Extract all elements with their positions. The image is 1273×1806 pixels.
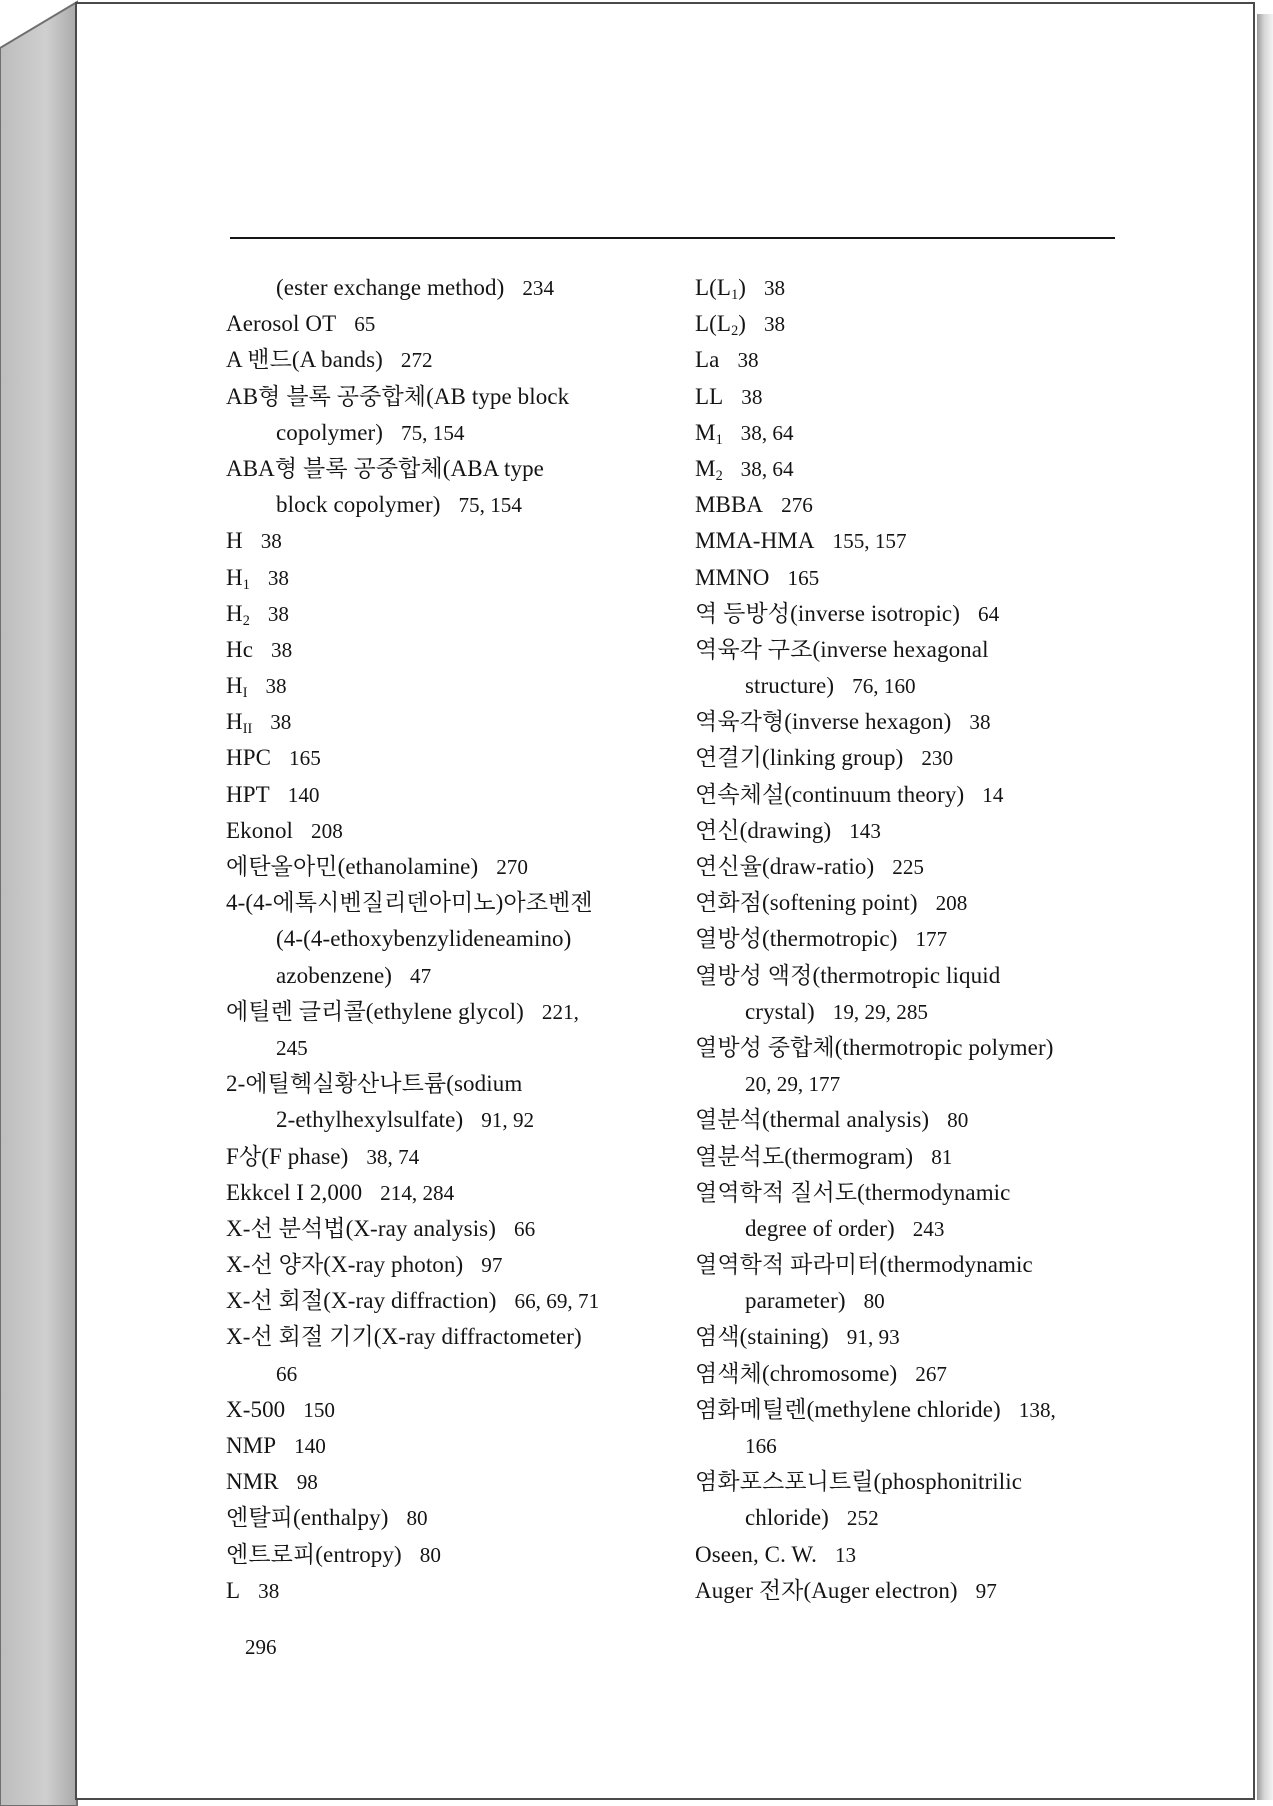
index-page-refs: 64 [977,601,1000,626]
index-page-refs: 270 [496,855,528,879]
index-line [226,740,676,776]
index-term: Hc [226,636,254,662]
index-term: La [695,347,720,373]
index-page-refs: 165 [289,746,321,771]
index-line [226,921,676,957]
index-page-refs: 38 [270,710,292,735]
index-term: 열방성 액정(thermotropic liquid [695,962,1001,988]
index-line [226,704,676,740]
index-page-refs: 80 [863,1289,885,1314]
index-line [695,668,1175,704]
index-line [695,1392,1175,1428]
index-term: L(L [695,311,732,337]
index-page-refs: 243 [912,1216,945,1241]
index-line [226,849,676,885]
index-page-refs: 66, 69, 71 [514,1289,600,1314]
index-term: NMP [226,1433,277,1458]
index-line [695,560,1175,596]
index-page-refs: 65 [354,312,376,337]
index-line [695,777,1175,813]
index-page-refs: 165 [787,565,820,590]
index-line [695,1319,1175,1355]
index-page-refs: 38 [267,601,289,626]
index-term: Oseen, C. W. [695,1541,817,1567]
index-term: 연신율(draw-ratio) [695,854,875,879]
index-term: copolymer) [276,419,384,445]
index-subscript: 2 [242,612,250,629]
index-page-refs: 234 [522,276,555,300]
index-line [695,921,1175,957]
index-page-refs: 76, 160 [852,674,916,699]
index-line [695,1030,1175,1066]
index-page-refs: 38 [265,674,287,699]
index-line [226,777,676,813]
index-page-refs: 38 [271,637,293,662]
index-line [226,306,676,342]
index-page-refs: 75, 154 [458,493,522,518]
index-page-refs: 98 [296,1470,318,1495]
index-term: 엔탈피(enthalpy) [226,1505,389,1531]
index-term: crystal) [745,998,815,1024]
index-line [695,1283,1175,1319]
index-term: X-선 회절(X-ray diffraction) [226,1288,497,1314]
index-term: 연결기(linking group) [695,745,904,771]
index-page-refs: 80 [406,1506,428,1531]
index-page-refs: 14 [982,782,1004,807]
index-line [226,1175,676,1211]
index-term: X-500 [226,1396,286,1422]
index-line [695,958,1175,994]
index-page-refs: 230 [921,746,954,771]
index-term: 염색(staining) [695,1324,829,1350]
index-page-refs: 97 [481,1253,503,1278]
index-line [226,270,676,306]
index-term: Aerosol OT [226,311,337,337]
index-page-refs: 138, [1018,1397,1056,1422]
index-line [695,1500,1175,1536]
index-line [226,885,676,921]
index-term: 열방성 중합체(thermotropic polymer) [695,1034,1054,1060]
index-line [226,813,676,849]
index-page-refs: 155, 157 [832,529,907,554]
index-page-refs: 38 [260,529,282,554]
index-page-refs: 267 [915,1361,947,1386]
index-term: M [695,455,716,481]
index-line [226,1356,676,1392]
index-term: M [695,419,716,445]
index-column-left [226,270,676,1609]
index-term: block copolymer) [276,492,441,518]
index-term: 역 등방성(inverse isotropic) [695,600,960,626]
index-line [226,560,676,596]
index-term: LL [695,383,724,409]
index-term: 연화점(softening point) [695,890,918,916]
index-page-refs: 38, 74 [366,1144,420,1169]
index-page-refs: 208 [935,891,968,916]
index-term: NMR [226,1469,279,1495]
index-line [226,1464,676,1500]
index-term: F상(F phase) [226,1143,349,1169]
index-line [226,1573,676,1609]
index-term: HPC [226,745,272,771]
index-page-refs: 38, 64 [740,456,794,481]
index-page-refs: 66 [276,1361,298,1386]
index-page-refs: 143 [849,818,881,843]
index-page-refs: 140 [287,782,320,807]
index-line [226,1319,676,1355]
index-subscript: II [242,721,253,738]
index-page-refs: 13 [834,1542,857,1567]
index-term: structure) [745,673,835,699]
index-line [695,1102,1175,1138]
index-page-refs: 81 [931,1144,953,1169]
index-line [226,1283,676,1319]
index-line [226,1102,676,1138]
index-page-refs: 150 [303,1397,335,1422]
index-term: AB형 블록 공중합체(AB type block [226,383,570,409]
index-term: H [226,709,243,735]
index-page-refs: 38 [258,1578,280,1603]
index-term: 염화메틸렌(methylene chloride) [695,1396,1001,1422]
index-page-refs: 80 [947,1108,969,1133]
index-term: 역육각 구조(inverse hexagonal [695,636,989,662]
index-subscript: 1 [715,431,723,448]
index-term: L [226,1577,241,1603]
index-term: chloride) [745,1505,829,1531]
index-line [695,342,1175,378]
book-page [75,2,1255,1800]
index-page-refs: 47 [410,963,432,988]
index-page-refs: 276 [781,493,813,518]
index-page-refs: 214, 284 [380,1180,455,1205]
index-term: 엔트로피(entropy) [226,1541,402,1567]
index-line [695,849,1175,885]
index-term: Auger 전자(Auger electron) [695,1577,958,1603]
index-line [226,415,676,451]
index-term: parameter) [745,1288,846,1314]
index-page-refs: 272 [400,348,433,373]
index-line [226,1500,676,1536]
index-page-refs: 208 [311,818,343,843]
index-subscript: I [242,685,248,702]
index-line [695,1066,1175,1102]
index-line [226,958,676,994]
index-term: H [226,564,243,590]
index-page-refs: 38 [763,312,786,337]
index-line [226,1139,676,1175]
index-line [226,1392,676,1428]
index-line [695,1139,1175,1175]
index-subscript: 1 [731,286,739,303]
index-term: (ester exchange method) [276,275,505,300]
index-line [226,994,676,1030]
index-line [226,523,676,559]
index-page-refs: 166 [745,1434,777,1458]
index-line [226,668,676,704]
index-term: 역육각형(inverse hexagon) [695,709,952,735]
index-term: 염화포스포니트릴(phosphonitrilic [695,1469,1023,1495]
index-page-refs: 38 [737,348,759,373]
index-term: 열역학적 질서도(thermodynamic [695,1179,1011,1205]
index-term: HPT [226,781,270,807]
index-line [226,1066,676,1102]
index-term: H [226,600,243,626]
index-term: 연신(drawing) [695,817,832,843]
index-page-refs: 75, 154 [401,420,465,445]
index-line [695,1464,1175,1500]
index-page-refs: 225 [892,855,924,879]
index-term: MMNO [695,564,770,590]
index-term: 열방성(thermotropic) [695,926,898,952]
index-term: X-선 양자(X-ray photon) [226,1252,464,1278]
index-term: MBBA [695,492,764,518]
index-term: L(L [695,275,732,300]
index-line [695,451,1175,487]
index-line [695,1537,1175,1573]
index-term: azobenzene) [276,962,393,988]
header-rule [230,237,1115,239]
index-term-suffix: ) [738,311,746,337]
index-term: ABA형 블록 공중합체(ABA type [226,455,544,481]
index-term: 연속체설(continuum theory) [695,781,965,807]
index-subscript: 2 [715,467,723,484]
index-term: 열분석도(thermogram) [695,1143,914,1169]
index-line [226,632,676,668]
index-term: 2-에틸헥실황산나트륨(sodium [226,1071,523,1097]
index-line [695,1428,1175,1464]
index-line [226,1428,676,1464]
index-page-refs: 252 [846,1506,879,1531]
index-page-refs: 38 [267,565,289,590]
index-line [226,487,676,523]
index-term: 열분석(thermal analysis) [695,1107,930,1133]
index-page-refs: 80 [419,1542,441,1567]
index-line [695,740,1175,776]
index-line [695,270,1175,306]
index-page-refs: 221, [541,999,579,1024]
index-page-refs: 38 [969,710,991,735]
index-term: X-선 분석법(X-ray analysis) [226,1215,496,1241]
index-line [226,1247,676,1283]
index-term: X-선 회절 기기(X-ray diffractometer) [226,1324,582,1350]
index-term: (4-(4-ethoxybenzylideneamino) [276,926,572,952]
index-line [226,342,676,378]
index-page-refs: 38 [741,384,763,409]
index-page-refs: 38, 64 [740,420,794,445]
index-line [695,596,1175,632]
index-line [226,379,676,415]
index-line [695,379,1175,415]
index-column-right [695,270,1175,1609]
index-page-refs: 38 [763,276,786,300]
index-line [695,306,1175,342]
index-term: MMA-HMA [695,528,815,554]
book-spine [0,0,80,1806]
index-term: H [226,673,243,699]
index-page-refs: 245 [276,1035,308,1060]
index-page-refs: 20, 29, 177 [745,1072,841,1097]
page-number: 296 [245,1635,277,1659]
index-term: A 밴드(A bands) [226,347,383,373]
index-line [695,487,1175,523]
index-line [226,1030,676,1066]
index-line [695,415,1175,451]
index-term: Ekonol [226,817,294,843]
index-term: H [226,528,243,554]
index-term-suffix: ) [738,275,746,300]
page-edge-shadow [1257,14,1273,1800]
index-line [695,1211,1175,1247]
index-line [695,523,1175,559]
index-line [226,596,676,632]
index-term: 열역학적 파라미터(thermodynamic [695,1252,1033,1278]
index-term: 에탄올아민(ethanolamine) [226,854,479,879]
index-line [695,1356,1175,1392]
index-line [695,632,1175,668]
index-line [695,704,1175,740]
index-subscript: 1 [242,576,250,593]
index-line [695,885,1175,921]
index-line [695,1247,1175,1283]
index-page-refs: 91, 92 [481,1108,535,1133]
index-line [226,451,676,487]
index-line [695,1175,1175,1211]
index-page-refs: 91, 93 [846,1325,900,1350]
index-term: Ekkcel I 2,000 [226,1179,363,1205]
index-page-refs: 19, 29, 285 [832,999,928,1024]
index-term: 2-ethylhexylsulfate) [276,1107,464,1133]
index-term: 4-(4-에톡시벤질리덴아미노)아조벤젠 [226,890,593,916]
index-line [695,813,1175,849]
index-page-refs: 66 [513,1216,536,1241]
index-line [226,1537,676,1573]
index-page-refs: 140 [294,1434,326,1458]
index-line [226,1211,676,1247]
index-term: 염색체(chromosome) [695,1360,898,1386]
index-page-refs: 177 [915,927,948,952]
index-subscript: 2 [731,323,739,340]
index-line [695,1573,1175,1609]
index-page-refs: 97 [975,1578,997,1603]
index-term: degree of order) [745,1215,895,1241]
index-term: 에틸렌 글리콜(ethylene glycol) [226,998,524,1024]
index-line [695,994,1175,1030]
